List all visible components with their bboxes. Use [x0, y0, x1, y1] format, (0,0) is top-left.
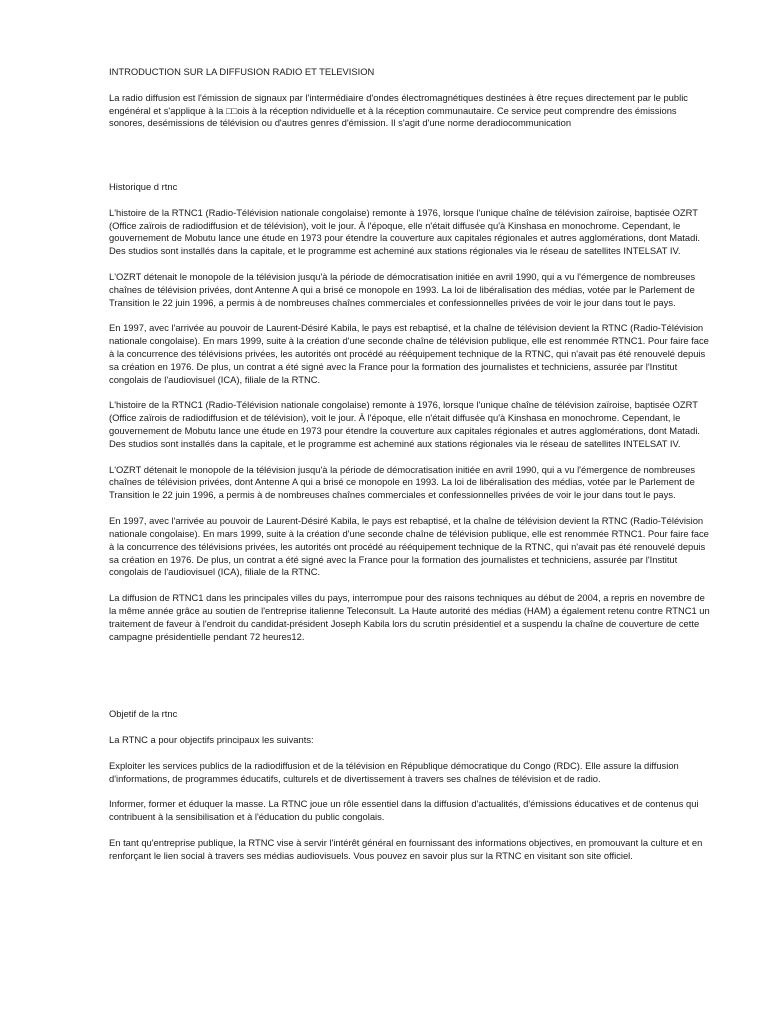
- section-heading-historique: Historique d rtnc: [109, 181, 178, 193]
- paragraph: En tant qu'entreprise publique, la RTNC vise à servir l'intérêt général en fournissant des informations objectives, en promouvant la culture et en renforçant le lien social à travers ses médias audiovisuels. Vous pouvez en savoir plus sur la RTNC en visitant son site officiel.: [109, 836, 703, 861]
- paragraph: La RTNC a pour objectifs principaux les suivants:: [109, 733, 314, 745]
- spacer: [109, 656, 713, 708]
- document-page: [109, 66, 713, 875]
- spacer: [109, 143, 713, 181]
- paragraph: L'OZRT détenait le monopole de la télévision jusqu'à la période de démocratisation initiée en avril 1990, qui a vu l'émergence de nombreuses chaînes de télévision privées, dont Antenne A qui a brisé ce monopole en 1993. La loi de libéralisation des médias, votée par le Parlement de Transition le 22 juin 1996, a permis à de nombreuses chaînes commerciales et confessionnelles privées de voir le jour dans tout le pays.: [109, 270, 696, 308]
- intro-paragraph: La radio diffusion est l'émission de signaux par l'intermédiaire d'ondes électromagnétiques destinées à être reçues directement par le public engénéral et s'applique à la □□ois à la réception ndividuelle et à la réception communautaire. Ce service peut comprendre des émissions sonores, desémissions de télévision ou d'autres genres d'émission. Il s'agit d'une norme deradiocommunication: [109, 91, 688, 129]
- paragraph: La diffusion de RTNC1 dans les principales villes du pays, interrompue pour des raisons techniques au début de 2004, a repris en novembre de la même année grâce au soutien de l'entreprise italienne Teleconsult. La Haute autorité des médias (HAM) a également retenu contre RTNC1 un traitement de faveur à l'endroit du candidat-président Joseph Kabila lors du scrutin présidentiel et a suspendu la chaîne de couverture de cette campagne présidentielle pendant 72 heures12.: [109, 592, 710, 642]
- paragraph: Informer, former et éduquer la masse. La RTNC joue un rôle essentiel dans la diffusion d'actualités, d'émissions éducatives et de contenus qui contribuent à la sensibilisation et à l'éducation du public congolais.: [109, 798, 699, 823]
- paragraph: L'histoire de la RTNC1 (Radio-Télévision nationale congolaise) remonte à 1976, lorsque l'unique chaîne de télévision zaïroise, baptisée OZRT (Office zaïrois de radiodiffusion et de télévision), voit le jour. À l'époque, elle n'était diffusée qu'à Kinshasa en monochrome. Cependant, le gouvernement de Mobutu lance une étude en 1973 pour étendre la couverture aux capitales régionales et autres agglomérations, dont Matadi. Des studios sont installés dans la capitale, et le programme est acheminé aux stations régionales via le réseau de satellites INTELSAT IV.: [109, 206, 701, 257]
- paragraph: L'histoire de la RTNC1 (Radio-Télévision nationale congolaise) remonte à 1976, lorsque l'unique chaîne de télévision zaïroise, baptisée OZRT (Office zaïrois de radiodiffusion et de télévision), voit le jour. À l'époque, elle n'était diffusée qu'à Kinshasa en monochrome. Cependant, le gouvernement de Mobutu lance une étude en 1973 pour étendre la couverture aux capitales régionales et autres agglomérations, dont Matadi. Des studios sont installés dans la capitale, et le programme est acheminé aux stations régionales via le réseau de satellites INTELSAT IV.: [109, 399, 701, 449]
- paragraph: En 1997, avec l'arrivée au pouvoir de Laurent-Désiré Kabila, le pays est rebaptisé, et la chaîne de télévision devient la RTNC (Radio-Télévision nationale congolaise). En mars 1999, suite à la création d'une seconde chaîne de télévision publique, elle est renommée RTNC1. Pour faire face à la concurrence des télévisions privées, les autorités ont procédé au rééquipement technique de la RTNC, qui n'avait pas été renouvelé depuis sa création en 1976. De plus, un contrat a été signé avec la France pour la formation des journalistes et techniciens, assurée par l'Institut congolais de l'audiovisuel (ICA), filiale de la RTNC.: [109, 322, 709, 385]
- paragraph: Exploiter les services publics de la radiodiffusion et de la télévision en République démocratique du Congo (RDC). Elle assure la diffusion d'informations, de programmes éducatifs, culturels et de divertissement à travers ses chaînes de télévision et de radio.: [109, 759, 679, 784]
- paragraph: L'OZRT détenait le monopole de la télévision jusqu'à la période de démocratisation initiée en avril 1990, qui a vu l'émergence de nombreuses chaînes de télévision privées, dont Antenne A qui a brisé ce monopole en 1993. La loi de libéralisation des médias, votée par le Parlement de Transition le 22 juin 1996, a permis à de nombreuses chaînes commerciales et confessionnelles privées de voir le jour dans tout le pays.: [109, 463, 696, 501]
- section-heading-objectif: Objetif de la rtnc: [109, 708, 178, 720]
- document-title: INTRODUCTION SUR LA DIFFUSION RADIO ET TELEVISION: [109, 66, 375, 77]
- paragraph: En 1997, avec l'arrivée au pouvoir de Laurent-Désiré Kabila, le pays est rebaptisé, et la chaîne de télévision devient la RTNC (Radio-Télévision nationale congolaise). En mars 1999, suite à la création d'une seconde chaîne de télévision publique, elle est renommée RTNC1. Pour faire face à la concurrence des télévisions privées, les autorités ont procédé au rééquipement technique de la RTNC, qui n'avait pas été renouvelé depuis sa création en 1976. De plus, un contrat a été signé avec la France pour la formation des journalistes et techniciens, assurée par l'Institut congolais de l'audiovisuel (ICA), filiale de la RTNC.: [109, 515, 709, 578]
